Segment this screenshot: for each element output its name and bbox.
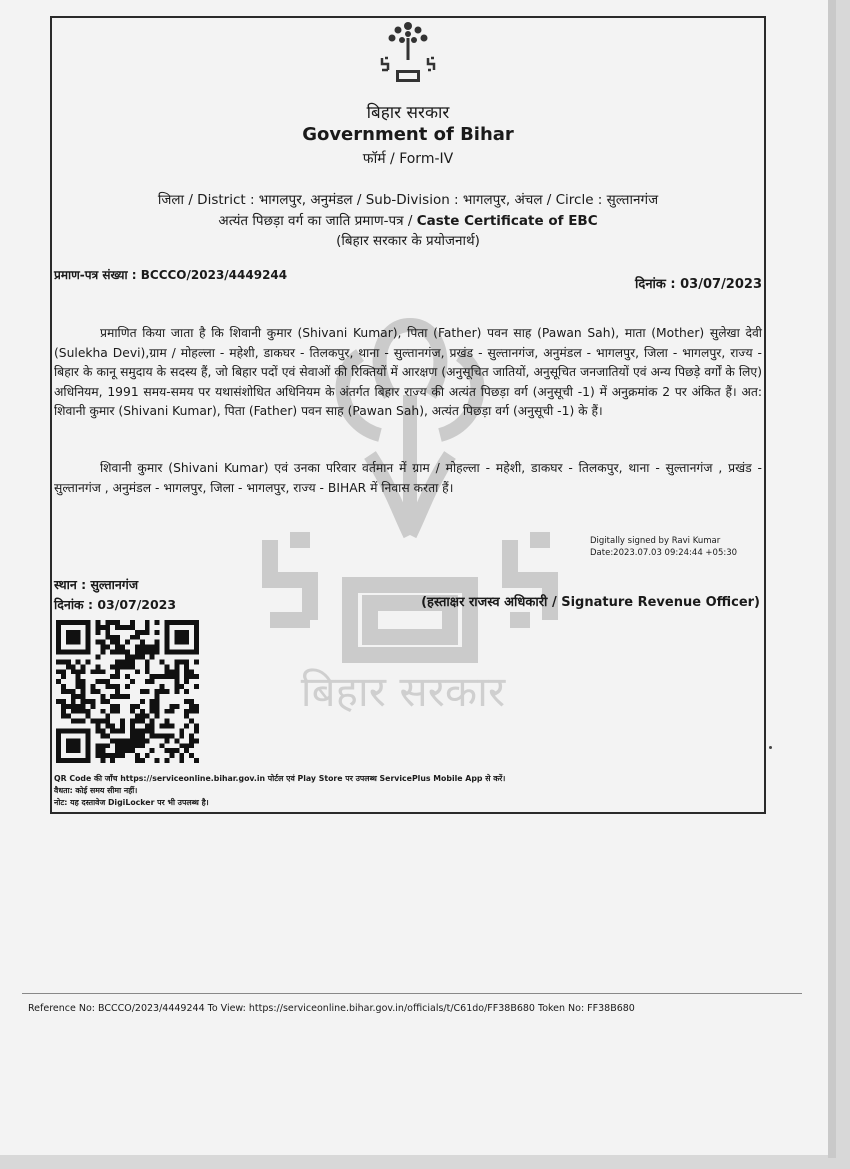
government-hindi: बिहार सरकार (366, 103, 450, 123)
reference-line: Reference No: BCCCO/2023/4449244 To View: https://serviceonline.bihar.gov.in/officials/t/C61do/FF38B680 Token No: FF38B680 (28, 1003, 635, 1014)
reference-divider (22, 993, 802, 994)
validity-note: वैधता: कोई समय सीमा नहीं। (54, 786, 138, 795)
digital-signature-date: Date:2023.07.03 09:24:44 +05:30 (590, 548, 738, 558)
title-hindi: अत्यंत पिछड़ा वर्ग का जाति प्रमाण-पत्र / (218, 213, 413, 229)
subdivision-label: अनुमंडल / Sub-Division : (310, 192, 459, 208)
title-english: Caste Certificate of EBC (416, 213, 598, 229)
location-line (50, 190, 766, 208)
digital-signature-name: Digitally signed by Ravi Kumar (590, 536, 721, 546)
watermark-text: बिहार सरकार (300, 667, 506, 716)
scan-speck (769, 746, 772, 749)
bihar-emblem-icon (378, 18, 438, 84)
digital-signature (590, 535, 737, 559)
qr-code-icon[interactable] (56, 620, 199, 763)
qr-note: QR Code की जाँच https://serviceonline.bihar.gov.in पोर्टल एवं Play Store पर उपलब्ध ServicePlus Mobile App से करें। (54, 774, 506, 783)
certificate-date: दिनांक : 03/07/2023 (635, 277, 762, 292)
signature-label: (हस्ताक्षर राजस्व अधिकारी / Signature Revenue Officer) (421, 595, 760, 610)
place: स्थान : सुल्तानगंज (54, 577, 139, 592)
circle-value: सुल्तानगंज (606, 192, 659, 208)
circle-label: अंचल / Circle : (514, 192, 603, 208)
certificate-purpose: (बिहार सरकार के प्रयोजनार्थ) (336, 233, 480, 249)
district-value: भागलपुर, (258, 192, 307, 208)
certificate-number: प्रमाण-पत्र संख्या : BCCCO/2023/4449244 (54, 268, 288, 282)
certificate-paragraph-2: शिवानी कुमार (Shivani Kumar) एवं उनका परिवार वर्तमान में ग्राम / मोहल्ला - महेशी, डाकघर - तिलकपुर, थाना - सुल्तानगंज , प्रखंड - सुल्तानगंज , अनुमंडल - भागलपुर, जिला - भागलपुर, राज्य - BIHAR में निवास करता हैं। (54, 461, 762, 495)
digilocker-note: नोट: यह दस्तावेज DigiLocker पर भी उपलब्ध है। (54, 798, 209, 807)
subdivision-value: भागलपुर, (462, 192, 511, 208)
form-number: फॉर्म / Form-IV (362, 151, 454, 167)
district-label: जिला / District : (157, 192, 255, 208)
sheet-edge (828, 0, 836, 1158)
certificate-paragraph-1: प्रमाणित किया जाता है कि शिवानी कुमार (Shivani Kumar), पिता (Father) पवन साह (Pawan Sah), माता (Mother) सुलेखा देवी (Sulekha Devi),ग्राम / मोहल्ला - महेशी, डाकघर - तिलकपुर, थाना - सुल्तानगंज, प्रखंड - सुल्तानगंज, अनुमंडल - भागलपुर, जिला - भागलपुर, राज्य - बिहार के कानू समुदाय के सदस्य हैं, जो बिहार पदों एवं सेवाओं की रिक्तियों में आरक्षण (अनुसूचित जातियों, अनुसूचित जनजातियों एवं अन्य पिछड़े वर्गों के लिए) अधिनियम, 1991 समय-समय पर यथासंशोधित अधिनियम के अंतर्गत बिहार राज्य की अत्यंत पिछड़ा वर्ग (अनुसूची -1) में अनुक्रमांक 2 पर अंकित हैं। अत: शिवानी कुमार (Shivani Kumar), पिता (Father) पवन साह (Pawan Sah), अत्यंत पिछड़ा वर्ग (अनुसूची -1) के हैं। (54, 326, 762, 418)
government-english: Government of Bihar (302, 124, 514, 145)
certificate-title (50, 211, 766, 229)
issue-date: दिनांक : 03/07/2023 (54, 597, 177, 612)
